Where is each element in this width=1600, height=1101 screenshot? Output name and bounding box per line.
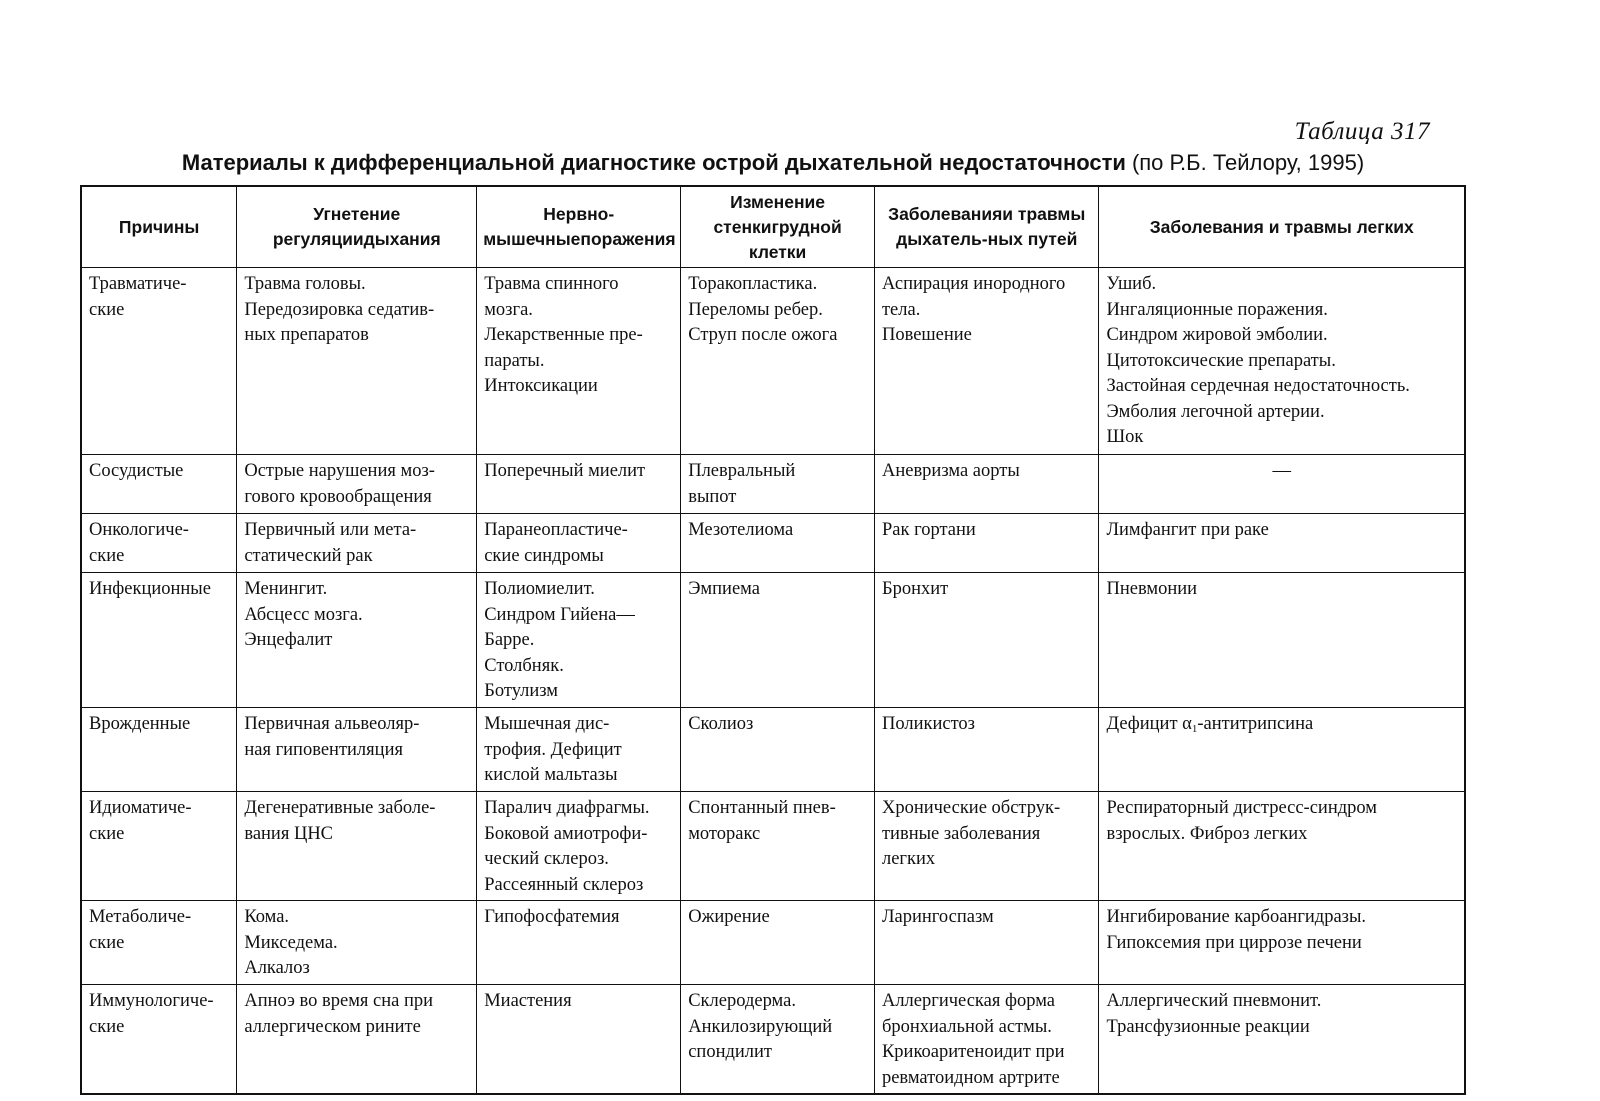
- table-row: [81, 985, 1465, 1095]
- cell-text-line: аллергическом рините: [244, 1016, 421, 1037]
- cell-text-line: Хронические обструк-: [881, 798, 1061, 818]
- cell-text-line: Аллергический пневмонит.: [1106, 991, 1322, 1011]
- cell-text-line: спондилит: [688, 1042, 773, 1062]
- cell-text-line: Заболевания: [888, 204, 1003, 224]
- cell-text-line: Аневризма аорты: [881, 461, 1020, 481]
- cell-text-line: Полиомиелит.: [484, 579, 595, 599]
- cell-text-line: Эмболия легочной артерии.: [1106, 401, 1325, 422]
- table-cell: [874, 985, 1099, 1095]
- cell-text-line: Аспирация инородного: [881, 274, 1066, 294]
- cell-text-line: Респираторный дистресс-синдром: [1106, 798, 1377, 818]
- cell-text-line: Ингибирование карбоангидразы.: [1106, 907, 1367, 927]
- table-cell: [237, 268, 477, 455]
- table-cell: [237, 792, 477, 901]
- cell-text-line: Склеродерма.: [688, 991, 796, 1011]
- cell-text-line: Инфекционные: [89, 579, 211, 599]
- table-cell: [477, 514, 681, 573]
- cell-text-line: Аллергическая форма: [881, 991, 1055, 1011]
- cell-text-line: Интоксикации: [484, 376, 598, 396]
- cell-text-line: Застойная сердечная недостаточность.: [1106, 376, 1410, 396]
- cell-text-line: Повешение: [881, 325, 972, 345]
- header-cell: [874, 186, 1099, 268]
- cell-text-line: грудной клетки: [748, 216, 842, 262]
- table-cell: [1099, 573, 1465, 708]
- table-row: [81, 708, 1465, 792]
- table-cell: [681, 268, 875, 455]
- cell-text-line: Лекарственные пре-: [484, 325, 643, 345]
- row-cause-cell: [81, 573, 237, 708]
- cell-text-line: Боковой амиотрофи-: [484, 823, 648, 844]
- table-cell: [477, 455, 681, 514]
- cell-text-line: ных препаратов: [244, 325, 369, 345]
- row-cause-cell: [81, 708, 237, 792]
- table-cell: [681, 455, 875, 514]
- table-cell: [874, 268, 1099, 455]
- cell-text-line: Синдром жировой эмболии.: [1106, 325, 1328, 345]
- table-cell: [237, 455, 477, 514]
- cell-text-line: Иммунологиче-: [89, 991, 214, 1011]
- cell-text-line: Поперечный миелит: [484, 461, 646, 481]
- table-title: [80, 150, 1466, 177]
- cell-text-line: Спонтанный пнев-: [688, 798, 836, 818]
- cell-text-line: Апноэ во время сна при: [244, 991, 434, 1011]
- cell-text-line: Лимфангит при раке: [1106, 520, 1269, 540]
- cell-text-line: Травма головы.: [244, 274, 366, 294]
- table-cell: [477, 268, 681, 455]
- table-cell: [874, 573, 1099, 708]
- header-cell: [477, 186, 681, 268]
- cell-text-line: Травма спинного: [484, 274, 619, 294]
- table-cell: [1099, 268, 1465, 455]
- cell-text-line: ных путей: [987, 229, 1078, 249]
- cell-text-line: Метаболиче-: [89, 907, 192, 927]
- cell-text-line: Абсцесс мозга.: [244, 604, 363, 625]
- table-cell: [477, 708, 681, 792]
- table-cell: [681, 514, 875, 573]
- cell-text-line: ческий склероз.: [484, 849, 609, 869]
- cell-text-line: Сколиоз: [688, 714, 754, 734]
- cell-text-line: вания ЦНС: [244, 823, 334, 844]
- table-row: [81, 514, 1465, 573]
- table-cell: [874, 708, 1099, 792]
- row-cause-cell: [81, 514, 237, 573]
- cell-text-line: Энцефалит: [244, 630, 333, 650]
- cell-text-line: Острые нарушения моз-: [244, 461, 435, 481]
- cell-text-line: Пневмонии: [1106, 579, 1198, 599]
- cell-text-line: ские синдромы: [484, 545, 604, 566]
- cell-text-line: Рассеянный склероз: [484, 874, 644, 895]
- cell-text-line: Столбняк.: [484, 655, 564, 676]
- table-cell: [1099, 901, 1465, 985]
- cell-text-line: Ожирение: [688, 907, 770, 927]
- row-cause-cell: [81, 268, 237, 455]
- table-cell: [1099, 455, 1465, 514]
- row-cause-cell: [81, 455, 237, 514]
- table-cell: [1099, 514, 1465, 573]
- table-cell: [477, 985, 681, 1095]
- cell-text-line: Плевральный: [688, 461, 796, 481]
- table-cell: [681, 708, 875, 792]
- cell-text-line: Ботулизм: [484, 681, 559, 701]
- table-cell: [874, 455, 1099, 514]
- cell-text-line: легких: [881, 849, 936, 869]
- cell-text-line: Ушиб.: [1106, 274, 1157, 294]
- table-cell: [477, 573, 681, 708]
- cell-text-line: Эмпиема: [688, 579, 760, 599]
- row-cause-cell: [81, 901, 237, 985]
- cell-text-line: Миастения: [484, 991, 572, 1011]
- cell-text-line: Нервно-мышечные: [483, 204, 615, 249]
- cell-text-line: тивные заболевания: [881, 823, 1041, 844]
- table-cell: [681, 792, 875, 901]
- cell-text-line: Изменение стенки: [713, 191, 826, 237]
- table-cell: [1099, 708, 1465, 792]
- cell-text-line: Ларингоспазм: [881, 907, 994, 927]
- cell-text-line: Передозировка седатив-: [244, 299, 435, 320]
- cell-text-line: Рак гортани: [881, 520, 976, 540]
- header-cell: [237, 186, 477, 268]
- cell-text-line: поражения: [580, 229, 676, 249]
- cell-text-line: Причины: [118, 216, 200, 237]
- table-row: [81, 268, 1465, 455]
- table-cell: [1099, 985, 1465, 1095]
- table-cell: [874, 514, 1099, 573]
- cell-text-line: Торакопластика.: [688, 274, 818, 294]
- cell-text-line: Цитотоксические препараты.: [1106, 350, 1336, 371]
- cell-text-line: Паранеопластиче-: [484, 520, 628, 540]
- cell-text-line: Сосудистые: [89, 461, 184, 481]
- cell-text-line: ские: [89, 1016, 125, 1037]
- table-cell: [1099, 792, 1465, 901]
- cell-text-line: Бронхит: [881, 579, 949, 599]
- table-cell: [477, 901, 681, 985]
- cell-text-line: гового кровообращения: [244, 486, 432, 507]
- cell-text-line: Травматиче-: [89, 274, 187, 294]
- cell-text-line: моторакс: [688, 823, 761, 844]
- cell-text-line: Онкологиче-: [89, 520, 189, 540]
- header-cell: [1099, 186, 1465, 268]
- cell-text-line: ские: [89, 932, 125, 953]
- cell-text-line: —: [1272, 461, 1291, 481]
- cell-text-line: параты.: [484, 350, 545, 371]
- cell-text-line: бронхиальной астмы.: [881, 1016, 1052, 1037]
- cell-text-line: Анкилозирующий: [688, 1016, 833, 1037]
- table-number: Таблица 317: [1294, 118, 1430, 145]
- cell-text-line: тела.: [881, 299, 921, 320]
- cell-text-line: Мезотелиома: [688, 520, 794, 540]
- diagnosis-table: [80, 185, 1466, 1095]
- cell-text-line: мозга.: [484, 299, 533, 320]
- table-cell: [237, 514, 477, 573]
- alpha-prefix: Дефицит α: [1106, 714, 1192, 734]
- table-cell: [237, 985, 477, 1095]
- row-cause-cell: [81, 985, 237, 1095]
- cell-text-line: Синдром Гийена—: [484, 604, 635, 625]
- cell-text-line: кислой мальтазы: [484, 765, 618, 785]
- cell-text-line: Менингит.: [244, 579, 328, 599]
- cell-text-line: ские: [89, 545, 125, 566]
- cell-text-line: Переломы ребер.: [688, 299, 823, 320]
- cell-text-line: и травмы дыхатель-: [896, 204, 1086, 249]
- cell-text-line: ревматоидном артрите: [881, 1067, 1060, 1088]
- cell-text-line: Микседема.: [244, 932, 338, 953]
- cell-text-line: Паралич диафрагмы.: [484, 798, 650, 818]
- cell-text-line: Врожденные: [89, 714, 191, 734]
- cell-text-line: Крикоаритеноидит при: [881, 1042, 1065, 1062]
- cell-text-line: Шок: [1106, 427, 1144, 447]
- cell-text-line: ские: [89, 299, 125, 320]
- cell-text-line: Дегенеративные заболе-: [244, 798, 436, 818]
- table-row: [81, 573, 1465, 708]
- cell-text-line: статический рак: [244, 545, 373, 566]
- table-title-main: Материалы к дифференциальной диагностике острой дыхательной недостаточности: [181, 150, 1126, 175]
- header-cell: [81, 186, 237, 268]
- cell-text-line: трофия. Дефицит: [484, 739, 622, 760]
- table-cell: [874, 792, 1099, 901]
- cell-text-line: Поликистоз: [881, 714, 975, 734]
- cell-text-line: Угнетение регуляции: [272, 204, 401, 249]
- cell-text-line: Первичный или мета-: [244, 520, 417, 540]
- cell-text-line: Гипофосфатемия: [484, 907, 620, 927]
- table-cell: [681, 985, 875, 1095]
- cell-text-line: Ингаляционные поражения.: [1106, 299, 1328, 320]
- table-title-source: (по Р.Б. Тейлору, 1995): [1131, 150, 1365, 175]
- cell-text-line: Алкалоз: [244, 958, 310, 978]
- cell-text-line: Струп после ожога: [688, 325, 838, 345]
- cell-text-line: Мышечная дис-: [484, 714, 610, 734]
- alpha-subscript: 1: [1191, 723, 1198, 735]
- cell-text-line: ная гиповентиляция: [244, 739, 403, 760]
- table-cell: [237, 901, 477, 985]
- table-body: [81, 268, 1465, 1095]
- alpha-suffix: -антитрипсина: [1197, 714, 1314, 734]
- alpha-antitrypsin-text: [1106, 712, 1457, 743]
- header-cell: [681, 186, 875, 268]
- table-cell: [874, 901, 1099, 985]
- cell-text-line: Кома.: [244, 907, 290, 927]
- cell-text-line: Первичная альвеоляр-: [244, 714, 420, 734]
- table-cell: [681, 573, 875, 708]
- row-cause-cell: [81, 792, 237, 901]
- table-cell: [477, 792, 681, 901]
- cell-text-line: Гипоксемия при циррозе печени: [1106, 932, 1362, 953]
- cell-text-line: выпот: [688, 486, 737, 507]
- table-cell: [237, 708, 477, 792]
- cell-text-line: Идиоматиче-: [89, 798, 192, 818]
- cell-text-line: ские: [89, 823, 125, 844]
- table-row: [81, 901, 1465, 985]
- cell-text-line: взрослых. Фиброз легких: [1106, 823, 1308, 844]
- table-row: [81, 455, 1465, 514]
- table-row: [81, 792, 1465, 901]
- header-row: [81, 186, 1465, 268]
- cell-text-line: Заболевания и травмы легких: [1149, 216, 1414, 237]
- table-cell: [681, 901, 875, 985]
- cell-text-line: Трансфузионные реакции: [1106, 1016, 1310, 1037]
- cell-text-line: Барре.: [484, 630, 535, 650]
- cell-text-line: дыхания: [363, 229, 441, 249]
- table-cell: [237, 573, 477, 708]
